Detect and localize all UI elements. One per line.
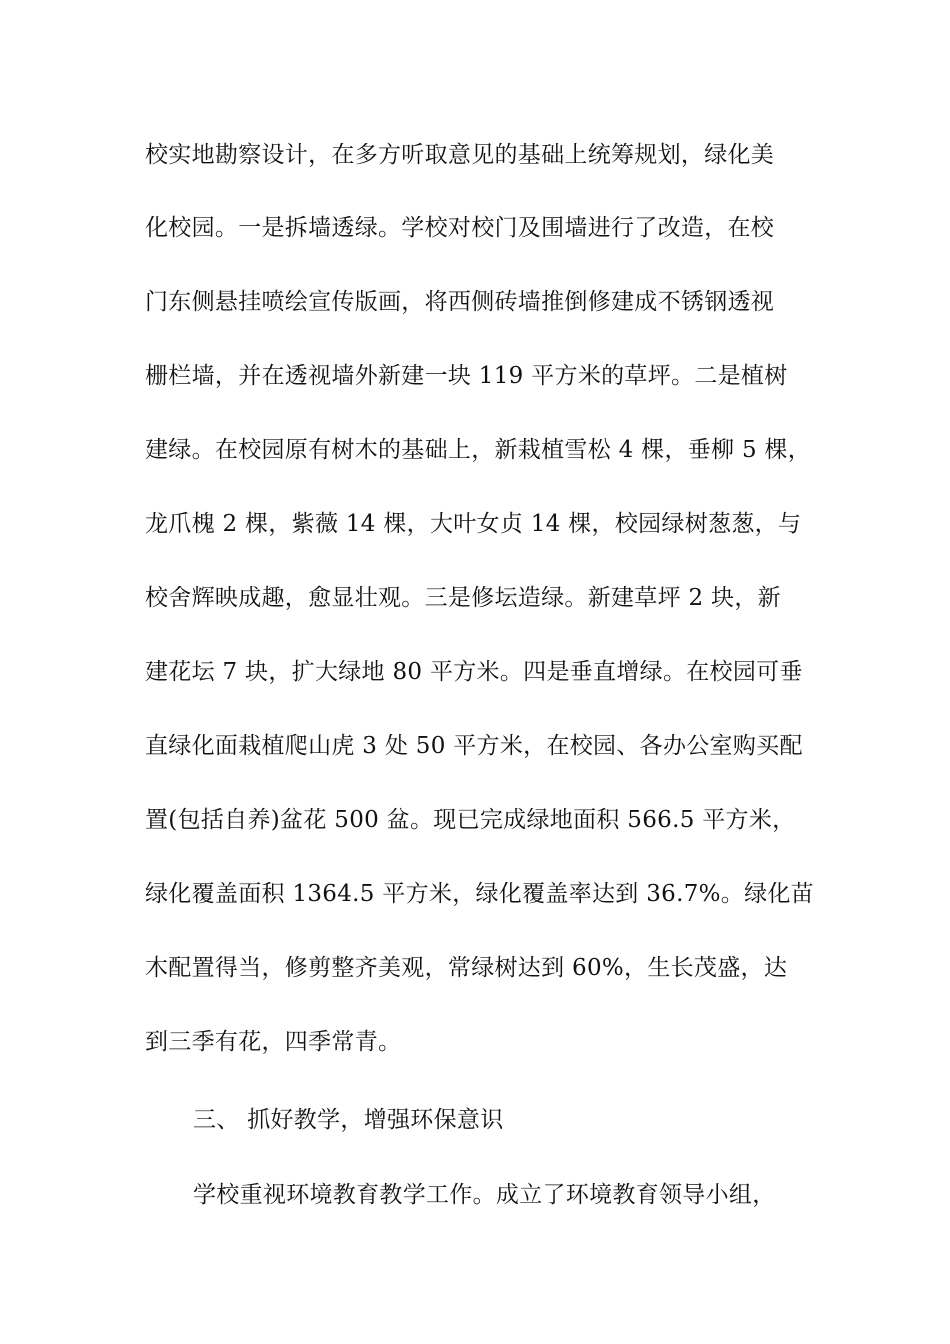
body-text-line: 置(包括自养)盆花 500 盆。现已完成绿地面积 566.5 平方米， xyxy=(145,807,796,833)
body-text-line: 门东侧悬挂喷绘宣传版画，将西侧砖墙推倒修建成不锈钢透视 xyxy=(145,289,775,315)
body-text-line: 栅栏墙，并在透视墙外新建一块 119 平方米的草坪。二是植树 xyxy=(145,363,788,389)
body-text-line: 绿化覆盖面积 1364.5 平方米，绿化覆盖率达到 36.7%。绿化苗 xyxy=(145,881,814,907)
body-text-line: 建花坛 7 块，扩大绿地 80 平方米。四是垂直增绿。在校园可垂 xyxy=(145,659,803,685)
body-text-line: 化校园。一是拆墙透绿。学校对校门及围墙进行了改造，在校 xyxy=(145,215,775,241)
body-text-line: 直绿化面栽植爬山虎 3 处 50 平方米，在校园、各办公室购买配 xyxy=(145,733,803,759)
section-heading: 三、 抓好教学，增强环保意识 xyxy=(193,1107,504,1133)
body-text-line: 龙爪槐 2 棵，紫薇 14 棵，大叶女贞 14 棵，校园绿树葱葱，与 xyxy=(145,511,802,537)
body-text-line: 校实地勘察设计，在多方听取意见的基础上统筹规划，绿化美 xyxy=(145,142,775,168)
paragraph-start-line: 学校重视环境教育教学工作。成立了环境教育领导小组， xyxy=(193,1182,776,1208)
body-text-line: 到三季有花，四季常青。 xyxy=(145,1029,402,1055)
body-text-line: 木配置得当，修剪整齐美观，常绿树达到 60%，生长茂盛，达 xyxy=(145,955,788,981)
body-text-line: 建绿。在校园原有树木的基础上，新栽植雪松 4 棵，垂柳 5 棵， xyxy=(145,437,812,463)
body-text-line: 校舍辉映成趣，愈显壮观。三是修坛造绿。新建草坪 2 块，新 xyxy=(145,585,781,611)
